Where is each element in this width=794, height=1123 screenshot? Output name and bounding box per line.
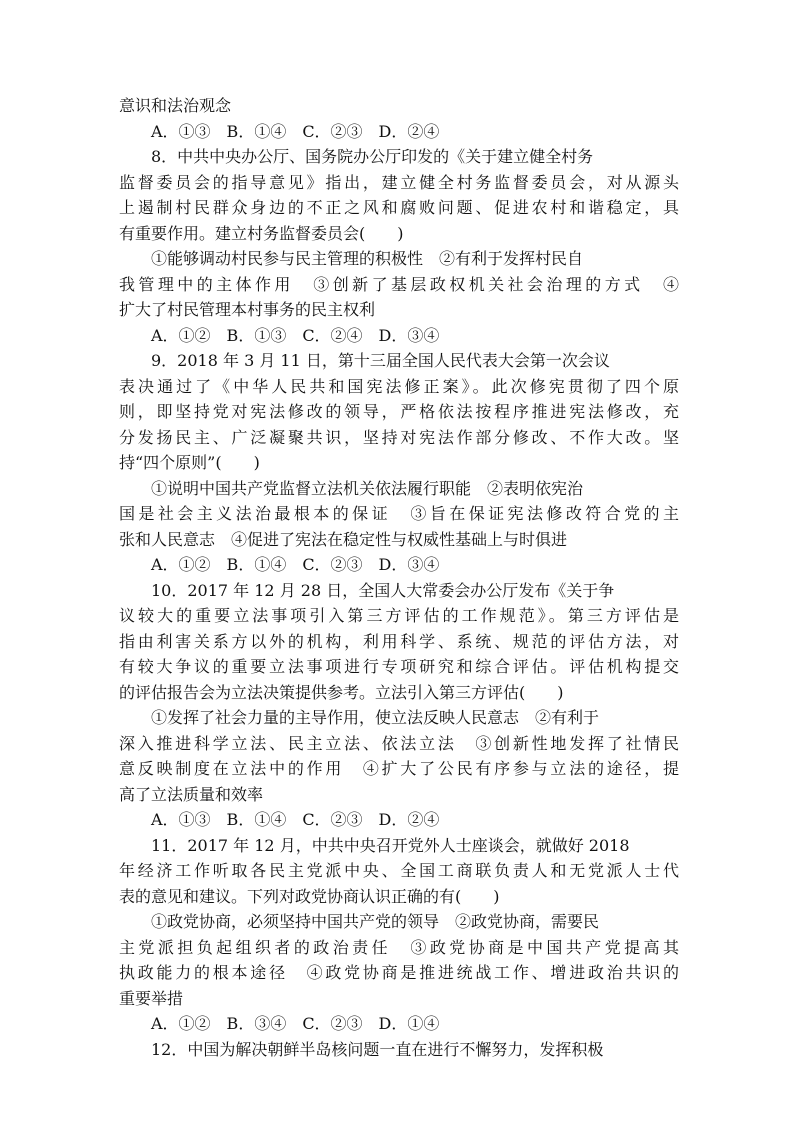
answer-options: A．①③ B．①④ C．②③ D．②④ — [151, 121, 440, 141]
answer-options: A．①② B．①④ C．②③ D．③④ — [151, 555, 440, 574]
text-line: 表决通过了《中华人民共和国宪法修正案》。此次修宪贯彻了四个原 — [119, 376, 679, 396]
statement-line: ①说明中国共产党监督立法机关依法履行职能 ②表明依宪治 — [151, 478, 584, 498]
answer-options: A．①② B．①③ C．②④ D．③④ — [151, 325, 440, 345]
statement-line: ①发挥了社会力量的主导作用，使立法反映人民意志 ②有利于 — [151, 708, 600, 727]
document-page — [119, 93, 679, 1062]
answer-options: A．①③ B．①④ C．②③ D．②④ — [151, 810, 440, 829]
text-line: 国是社会主义法治最根本的保证 ③旨在保证宪法修改符合党的主 — [119, 504, 679, 523]
text-line: 上遏制村民群众身边的不正之风和腐败问题、促进农村和谐稳定，具 — [119, 198, 679, 217]
text-line: 有较大争议的重要立法事项进行专项研究和综合评估。评估机构提交 — [119, 657, 679, 676]
question-8-stem: 8．中共中央办公厅、国务院办公厅印发的《关于建立健全村务 — [151, 147, 594, 166]
text-line: 的评估报告会为立法决策提供参考。立法引入第三方评估( ) — [119, 682, 564, 702]
question-9-stem: 9．2018 年 3 月 11 日，第十三届全国人民代表大会第一次会议 — [151, 351, 610, 370]
text-line: 深入推进科学立法、民主立法、依法立法 ③创新性地发挥了社情民 — [119, 733, 679, 753]
text-line: 持“四个原则”( ) — [119, 453, 260, 472]
text-line: 议较大的重要立法事项引入第三方评估的工作规范》。第三方评估是 — [119, 606, 679, 625]
text-line: 张和人民意志 ④促进了宪法在稳定性与权威性基础上与时俱进 — [119, 529, 568, 549]
text-line: 扩大了村民管理本村事务的民主权利 — [119, 300, 376, 319]
text-line: 指由利害关系方以外的机构，利用科学、系统、规范的评估方法，对 — [119, 631, 679, 651]
text-line: 则，即坚持党对宪法修改的领导，严格依法按程序推进宪法修改，充 — [119, 402, 679, 421]
question-10-stem: 10．2017 年 12 月 28 日，全国人大常委会办公厅发布《关于争 — [151, 580, 615, 600]
text-line: 意识和法治观念 — [119, 96, 232, 115]
statement-line: ①政党协商，必须坚持中国共产党的领导 ②政党协商，需要民 — [151, 912, 600, 931]
text-line: 执政能力的根本途径 ④政党协商是推进统战工作、增进政治共识的 — [119, 963, 679, 982]
text-line: 分发扬民主、广泛凝聚共识，坚持对宪法作部分修改、不作大改。坚 — [119, 427, 679, 447]
text-line: 高了立法质量和效率 — [119, 784, 264, 804]
text-line: 意反映制度在立法中的作用 ④扩大了公民有序参与立法的途径，提 — [119, 759, 679, 778]
text-line: 有重要作用。建立村务监督委员会( ) — [119, 223, 404, 243]
text-line: 表的意见和建议。下列对政党协商认识正确的有( ) — [119, 886, 500, 906]
statement-line: ①能够调动村民参与民主管理的积极性 ②有利于发挥村民自 — [151, 249, 584, 268]
question-11-stem: 11．2017 年 12 月，中共中央召开党外人士座谈会，就做好 2018 — [151, 835, 630, 855]
text-line: 我管理中的主体作用 ③创新了基层政权机关社会治理的方式 ④ — [119, 274, 679, 294]
question-12-stem: 12．中国为解决朝鲜半岛核问题一直在进行不懈努力，发挥积极 — [151, 1039, 604, 1059]
text-line: 年经济工作听取各民主党派中央、全国工商联负责人和无党派人士代 — [119, 861, 679, 880]
text-line: 主党派担负起组织者的政治责任 ③政党协商是中国共产党提高其 — [119, 937, 679, 957]
text-line: 重要举措 — [119, 988, 184, 1008]
text-line: 监督委员会的指导意见》指出，建立健全村务监督委员会，对从源头 — [119, 172, 679, 192]
answer-options: A．①② B．③④ C．②③ D．①④ — [151, 1014, 440, 1033]
